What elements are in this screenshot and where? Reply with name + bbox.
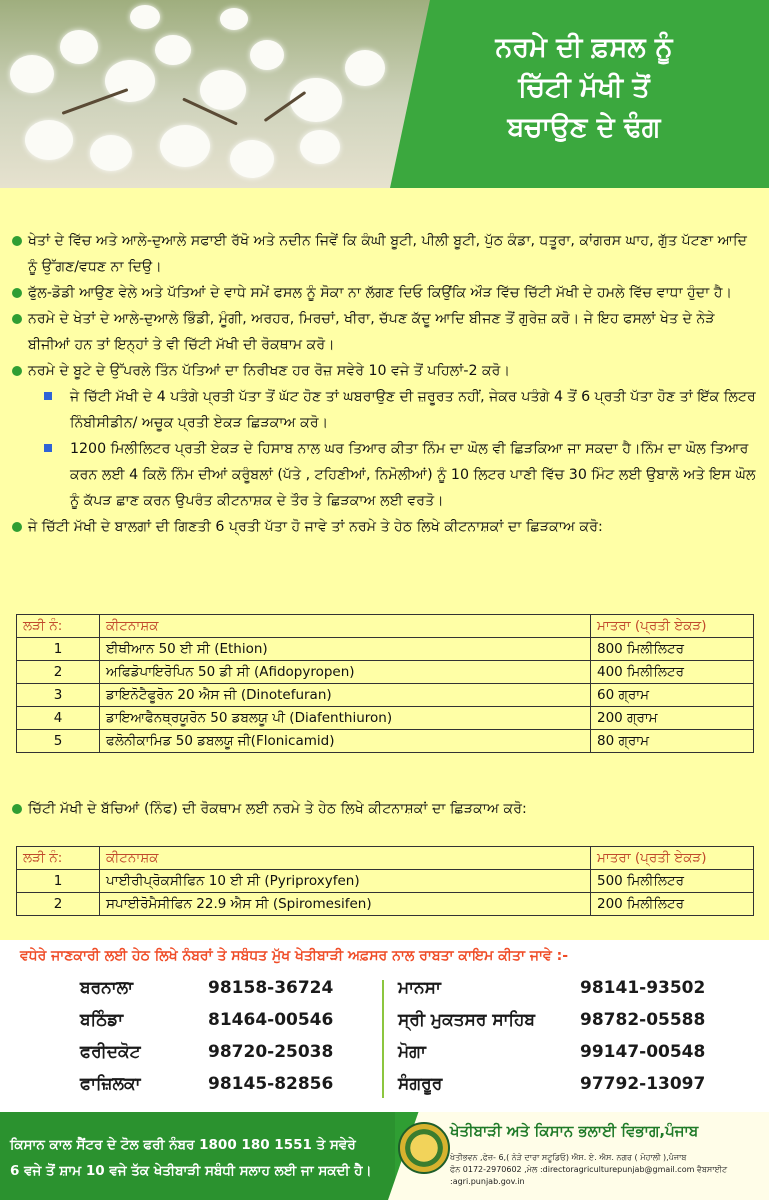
department-address [450, 1152, 762, 1188]
title-line-3: ਬਚਾਉਣ ਦੇ ਢੰਗ [507, 112, 661, 143]
phone-number: 99147-00548 [580, 1042, 706, 1062]
sub-point-1: ਜੇ ਚਿੱਟੀ ਮੱਖੀ ਦੇ 4 ਪਤੰਗੇ ਪ੍ਰਤੀ ਪੱਤਾ ਤੋਂ ਘੱਟ ਹੋਣ ਤਾਂ ਘਬਰਾਉਣ ਦੀ ਜ਼ਰੂਰਤ ਨਹੀਂ, ਜੇਕਰ ਪਤੰਗੇ 4 ਤੋਂ 6 ਪ੍ਰਤੀ ਪੱਤਾ ਹੋਣ ਤਾਂ ਇੱਕ ਲਿਟਰ ਨਿੰਬੀਸੀਡੀਨ/ ਅਚੂਕ ਪ੍ਰਤੀ ਏਕੜ ਛਿੜਕਾਅ ਕਰੋ। [12, 384, 757, 436]
phone-number: 98158-36724 [208, 978, 334, 998]
contact-divider [382, 980, 384, 1098]
insecticide-cell: ਡਾਇਆਫੈਨਥ੍ਰਯੂਰੋਨ 50 ਡਬਲਯੂ ਪੀ (Diafenthiuron) [100, 707, 591, 730]
dose-cell: 500 ਮਿਲੀਲਿਟਰ [591, 870, 754, 893]
advice-point-1: ਖੇਤਾਂ ਦੇ ਵਿੱਚ ਅਤੇ ਆਲੇ-ਦੁਆਲੇ ਸਫਾਈ ਰੱਖੋ ਅਤੇ ਨਦੀਨ ਜਿਵੇਂ ਕਿ ਕੰਘੀ ਬੂਟੀ, ਪੀਲੀ ਬੂਟੀ, ਪੁੱਠ ਕੰਡਾ, ਧਤੂਰਾ, ਕਾਂਗਰਸ ਘਾਹ, ਗੁੱਤ ਪੱਟਣਾ ਆਦਿ ਨੂੰ ਉੱਗਣ/ਵਧਣ ਨਾ ਦਿਉ। [12, 228, 757, 280]
district-name: ਬਰਨਾਲਾ [80, 978, 133, 998]
district-name: ਫਾਜ਼ਿਲਕਾ [80, 1074, 141, 1094]
insecticide-cell: ਫਲੋਨੀਕਾਮਿਡ 50 ਡਬਲਯੂ ਜੀ(Flonicamid) [100, 730, 591, 753]
table-row [17, 730, 754, 753]
district-name: ਸ੍ਰੀ ਮੁਕਤਸਰ ਸਾਹਿਬ [398, 1010, 536, 1030]
insecticide-cell: ਅਫਿਡੋਪਾਇਰੋਪਿਨ 50 ਡੀ ਸੀ (Afidopyropen) [100, 661, 591, 684]
sr-cell: 1 [17, 638, 100, 661]
col-insecticide-header: ਕੀਟਨਾਸ਼ਕ [100, 615, 591, 638]
page-title [439, 28, 729, 148]
dose-cell: 60 ਗ੍ਰਾਮ [591, 684, 754, 707]
department-emblem-icon [398, 1122, 450, 1174]
district-name: ਸੰਗਰੂਰ [398, 1074, 443, 1094]
nymph-insecticide-table [16, 846, 754, 916]
advice-point-nymph: ਚਿੱਟੀ ਮੱਖੀ ਦੇ ਬੱਚਿਆਂ (ਨਿੰਫ) ਦੀ ਰੋਕਥਾਮ ਲਈ ਨਰਮੇ ਤੇ ਹੇਠ ਲਿਖੇ ਕੀਟਨਾਸ਼ਕਾਂ ਦਾ ਛਿੜਕਾਅ ਕਰੋ: [12, 796, 757, 822]
sr-cell: 5 [17, 730, 100, 753]
col-sr-header: ਲੜੀ ਨੰ: [17, 847, 100, 870]
cotton-field-image [0, 0, 440, 188]
insecticide-cell: ਸਪਾਈਰੋਮੈਸੀਫਿਨ 22.9 ਐਸ ਸੀ (Spiromesifen) [100, 893, 591, 916]
table-row [17, 661, 754, 684]
phone-number: 97792-13097 [580, 1074, 706, 1094]
dose-cell: 400 ਮਿਲੀਲਿਟਰ [591, 661, 754, 684]
table-row [17, 893, 754, 916]
dose-cell: 800 ਮਿਲੀਲਿਟਰ [591, 638, 754, 661]
phone-number: 98145-82856 [208, 1074, 334, 1094]
sr-cell: 4 [17, 707, 100, 730]
district-name: ਮਾਨਸਾ [398, 978, 441, 998]
col-sr-header: ਲੜੀ ਨੰ: [17, 615, 100, 638]
department-name: ਖੇਤੀਬਾੜੀ ਅਤੇ ਕਿਸਾਨ ਭਲਾਈ ਵਿਭਾਗ,ਪੰਜਾਬ [450, 1122, 699, 1140]
dose-cell: 200 ਗ੍ਰਾਮ [591, 707, 754, 730]
district-name: ਫਰੀਦਕੋਟ [80, 1042, 141, 1062]
col-dose-header: ਮਾਤਰਾ (ਪ੍ਰਤੀ ਏਕੜ) [591, 847, 754, 870]
advice-content [12, 228, 757, 540]
title-line-2: ਚਿੱਟੀ ਮੱਖੀ ਤੋਂ [518, 72, 650, 103]
sr-cell: 3 [17, 684, 100, 707]
contact-section [0, 940, 769, 1112]
table-row [17, 684, 754, 707]
phone-number: 98782-05588 [580, 1010, 706, 1030]
adult-insecticide-table [16, 614, 754, 753]
nymph-advice [12, 796, 757, 822]
address-line: ਖੇਤੀਭਵਨ ,ਫੇਜ਼- 6,( ਨੇੜੇ ਦਾਰਾ ਸਟੂਡਿਓ) ਐਸ. ਏ. ਐਸ. ਨਗਰ ( ਮੋਹਾਲੀ ),ਪੰਜਾਬ [450, 1153, 687, 1162]
helpline-line-1: ਕਿਸਾਨ ਕਾਲ ਸੈਂਟਰ ਦੇ ਟੋਲ ਫਰੀ ਨੰਬਰ 1800 180 1551 ਤੇ ਸਵੇਰੇ [10, 1137, 356, 1153]
table-row [17, 707, 754, 730]
dose-cell: 80 ਗ੍ਰਾਮ [591, 730, 754, 753]
table-row [17, 870, 754, 893]
contact-heading: ਵਧੇਰੇ ਜਾਣਕਾਰੀ ਲਈ ਹੇਠ ਲਿਖੇ ਨੰਬਰਾਂ ਤੇ ਸਬੰਧਤ ਮੁੱਖ ਖੇਤੀਬਾੜੀ ਅਫ਼ਸਰ ਨਾਲ ਰਾਬਤਾ ਕਾਇਮ ਕੀਤਾ ਜਾਵੇ :- [20, 948, 569, 964]
table-row [17, 638, 754, 661]
header-banner [0, 0, 769, 188]
insecticide-cell: ਡਾਇਨੋਟੈਫੂਰੋਨ 20 ਐਸ ਜੀ (Dinotefuran) [100, 684, 591, 707]
sr-cell: 2 [17, 893, 100, 916]
insecticide-cell: ਈਥੀਆਨ 50 ਈ ਸੀ (Ethion) [100, 638, 591, 661]
advice-point-4: ਨਰਮੇ ਦੇ ਬੂਟੇ ਦੇ ਉੱਪਰਲੇ ਤਿੰਨ ਪੱਤਿਆਂ ਦਾ ਨਿਰੀਖਣ ਹਰ ਰੋਜ਼ ਸਵੇਰੇ 10 ਵਜੇ ਤੋਂ ਪਹਿਲਾਂ-2 ਕਰੋ। [12, 358, 757, 384]
col-insecticide-header: ਕੀਟਨਾਸ਼ਕ [100, 847, 591, 870]
insecticide-cell: ਪਾਈਰੀਪ੍ਰੋਕਸੀਫਿਨ 10 ਈ ਸੀ (Pyriproxyfen) [100, 870, 591, 893]
district-name: ਬਠਿੰਡਾ [80, 1010, 124, 1030]
title-line-1: ਨਰਮੇ ਦੀ ਫ਼ਸਲ ਨੂੰ [495, 32, 673, 63]
advice-point-3: ਨਰਮੇ ਦੇ ਖੇਤਾਂ ਦੇ ਆਲੇ-ਦੁਆਲੇ ਭਿੰਡੀ, ਮੂੰਗੀ, ਅਰਹਰ, ਮਿਰਚਾਂ, ਖੀਰਾ, ਚੱਪਣ ਕੱਦੂ ਆਦਿ ਬੀਜਣ ਤੋਂ ਗੁਰੇਜ਼ ਕਰੋ। ਜੇ ਇਹ ਫਸਲਾਂ ਖੇਤ ਦੇ ਨੇੜੇ ਬੀਜੀਆਂ ਹਨ ਤਾਂ ਇਨ੍ਹਾਂ ਤੇ ਵੀ ਚਿੱਟੀ ਮੱਖੀ ਦੀ ਰੋਕਥਾਮ ਕਰੋ। [12, 306, 757, 358]
sr-cell: 1 [17, 870, 100, 893]
helpline-text [10, 1132, 390, 1184]
table-header-row [17, 847, 754, 870]
footer [0, 1112, 769, 1200]
phone-number: 98720-25038 [208, 1042, 334, 1062]
dose-cell: 200 ਮਿਲੀਲਿਟਰ [591, 893, 754, 916]
phone-number: 81464-00546 [208, 1010, 334, 1030]
sub-point-2: 1200 ਮਿਲੀਲਿਟਰ ਪ੍ਰਤੀ ਏਕੜ ਦੇ ਹਿਸਾਬ ਨਾਲ ਘਰ ਤਿਆਰ ਕੀਤਾ ਨਿੰਮ ਦਾ ਘੋਲ ਵੀ ਛਿੜਕਿਆ ਜਾ ਸਕਦਾ ਹੈ।ਨਿੰਮ ਦਾ ਘੋਲ ਤਿਆਰ ਕਰਨ ਲਈ 4 ਕਿਲੋ ਨਿੰਮ ਦੀਆਂ ਕਰੂੰਬਲਾਂ (ਪੱਤੇ , ਟਹਿਣੀਆਂ, ਨਿਮੋਲੀਆਂ) ਨੂੰ 10 ਲਿਟਰ ਪਾਣੀ ਵਿੱਚ 30 ਮਿੰਟ ਲਈ ਉਬਾਲੋ ਅਤੇ ਇਸ ਘੋਲ ਨੂੰ ਕੱਪੜ ਛਾਣ ਕਰਨ ਉਪਰੰਤ ਕੀਟਨਾਸ਼ਕ ਦੇ ਤੌਰ ਤੇ ਛਿੜਕਾਅ ਲਈ ਵਰਤੋ। [12, 436, 757, 514]
helpline-line-2: 6 ਵਜੇ ਤੋਂ ਸ਼ਾਮ 10 ਵਜੇ ਤੱਕ ਖੇਤੀਬਾੜੀ ਸਬੰਧੀ ਸਲਾਹ ਲਈ ਜਾ ਸਕਦੀ ਹੈ। [10, 1163, 372, 1179]
col-dose-header: ਮਾਤਰਾ (ਪ੍ਰਤੀ ਏਕੜ) [591, 615, 754, 638]
contact-line: ਫੋਨ 0172-2970602 ,ਮੇਲ :directoragriculturepunjab@gmail.com ਵੈਬਸਾਈਟ :agri.punjab.gov.in [450, 1165, 728, 1186]
phone-number: 98141-93502 [580, 978, 706, 998]
advice-point-2: ਫੁੱਲ-ਡੋਡੀ ਆਉਣ ਵੇਲੇ ਅਤੇ ਪੱਤਿਆਂ ਦੇ ਵਾਧੇ ਸਮੇਂ ਫਸਲ ਨੂੰ ਸੋਕਾ ਨਾ ਲੱਗਣ ਦਿਓ ਕਿਉਂਕਿ ਔੜ ਵਿੱਚ ਚਿੱਟੀ ਮੱਖੀ ਦੇ ਹਮਲੇ ਵਿੱਚ ਵਾਧਾ ਹੁੰਦਾ ਹੈ। [12, 280, 757, 306]
sr-cell: 2 [17, 661, 100, 684]
table-header-row [17, 615, 754, 638]
district-name: ਮੋਗਾ [398, 1042, 426, 1062]
advice-point-adult: ਜੇ ਚਿੱਟੀ ਮੱਖੀ ਦੇ ਬਾਲਗਾਂ ਦੀ ਗਿਣਤੀ 6 ਪ੍ਰਤੀ ਪੱਤਾ ਹੋ ਜਾਵੇ ਤਾਂ ਨਰਮੇ ਤੇ ਹੇਠ ਲਿਖੇ ਕੀਟਨਾਸ਼ਕਾਂ ਦਾ ਛਿੜਕਾਅ ਕਰੋ: [12, 514, 757, 540]
